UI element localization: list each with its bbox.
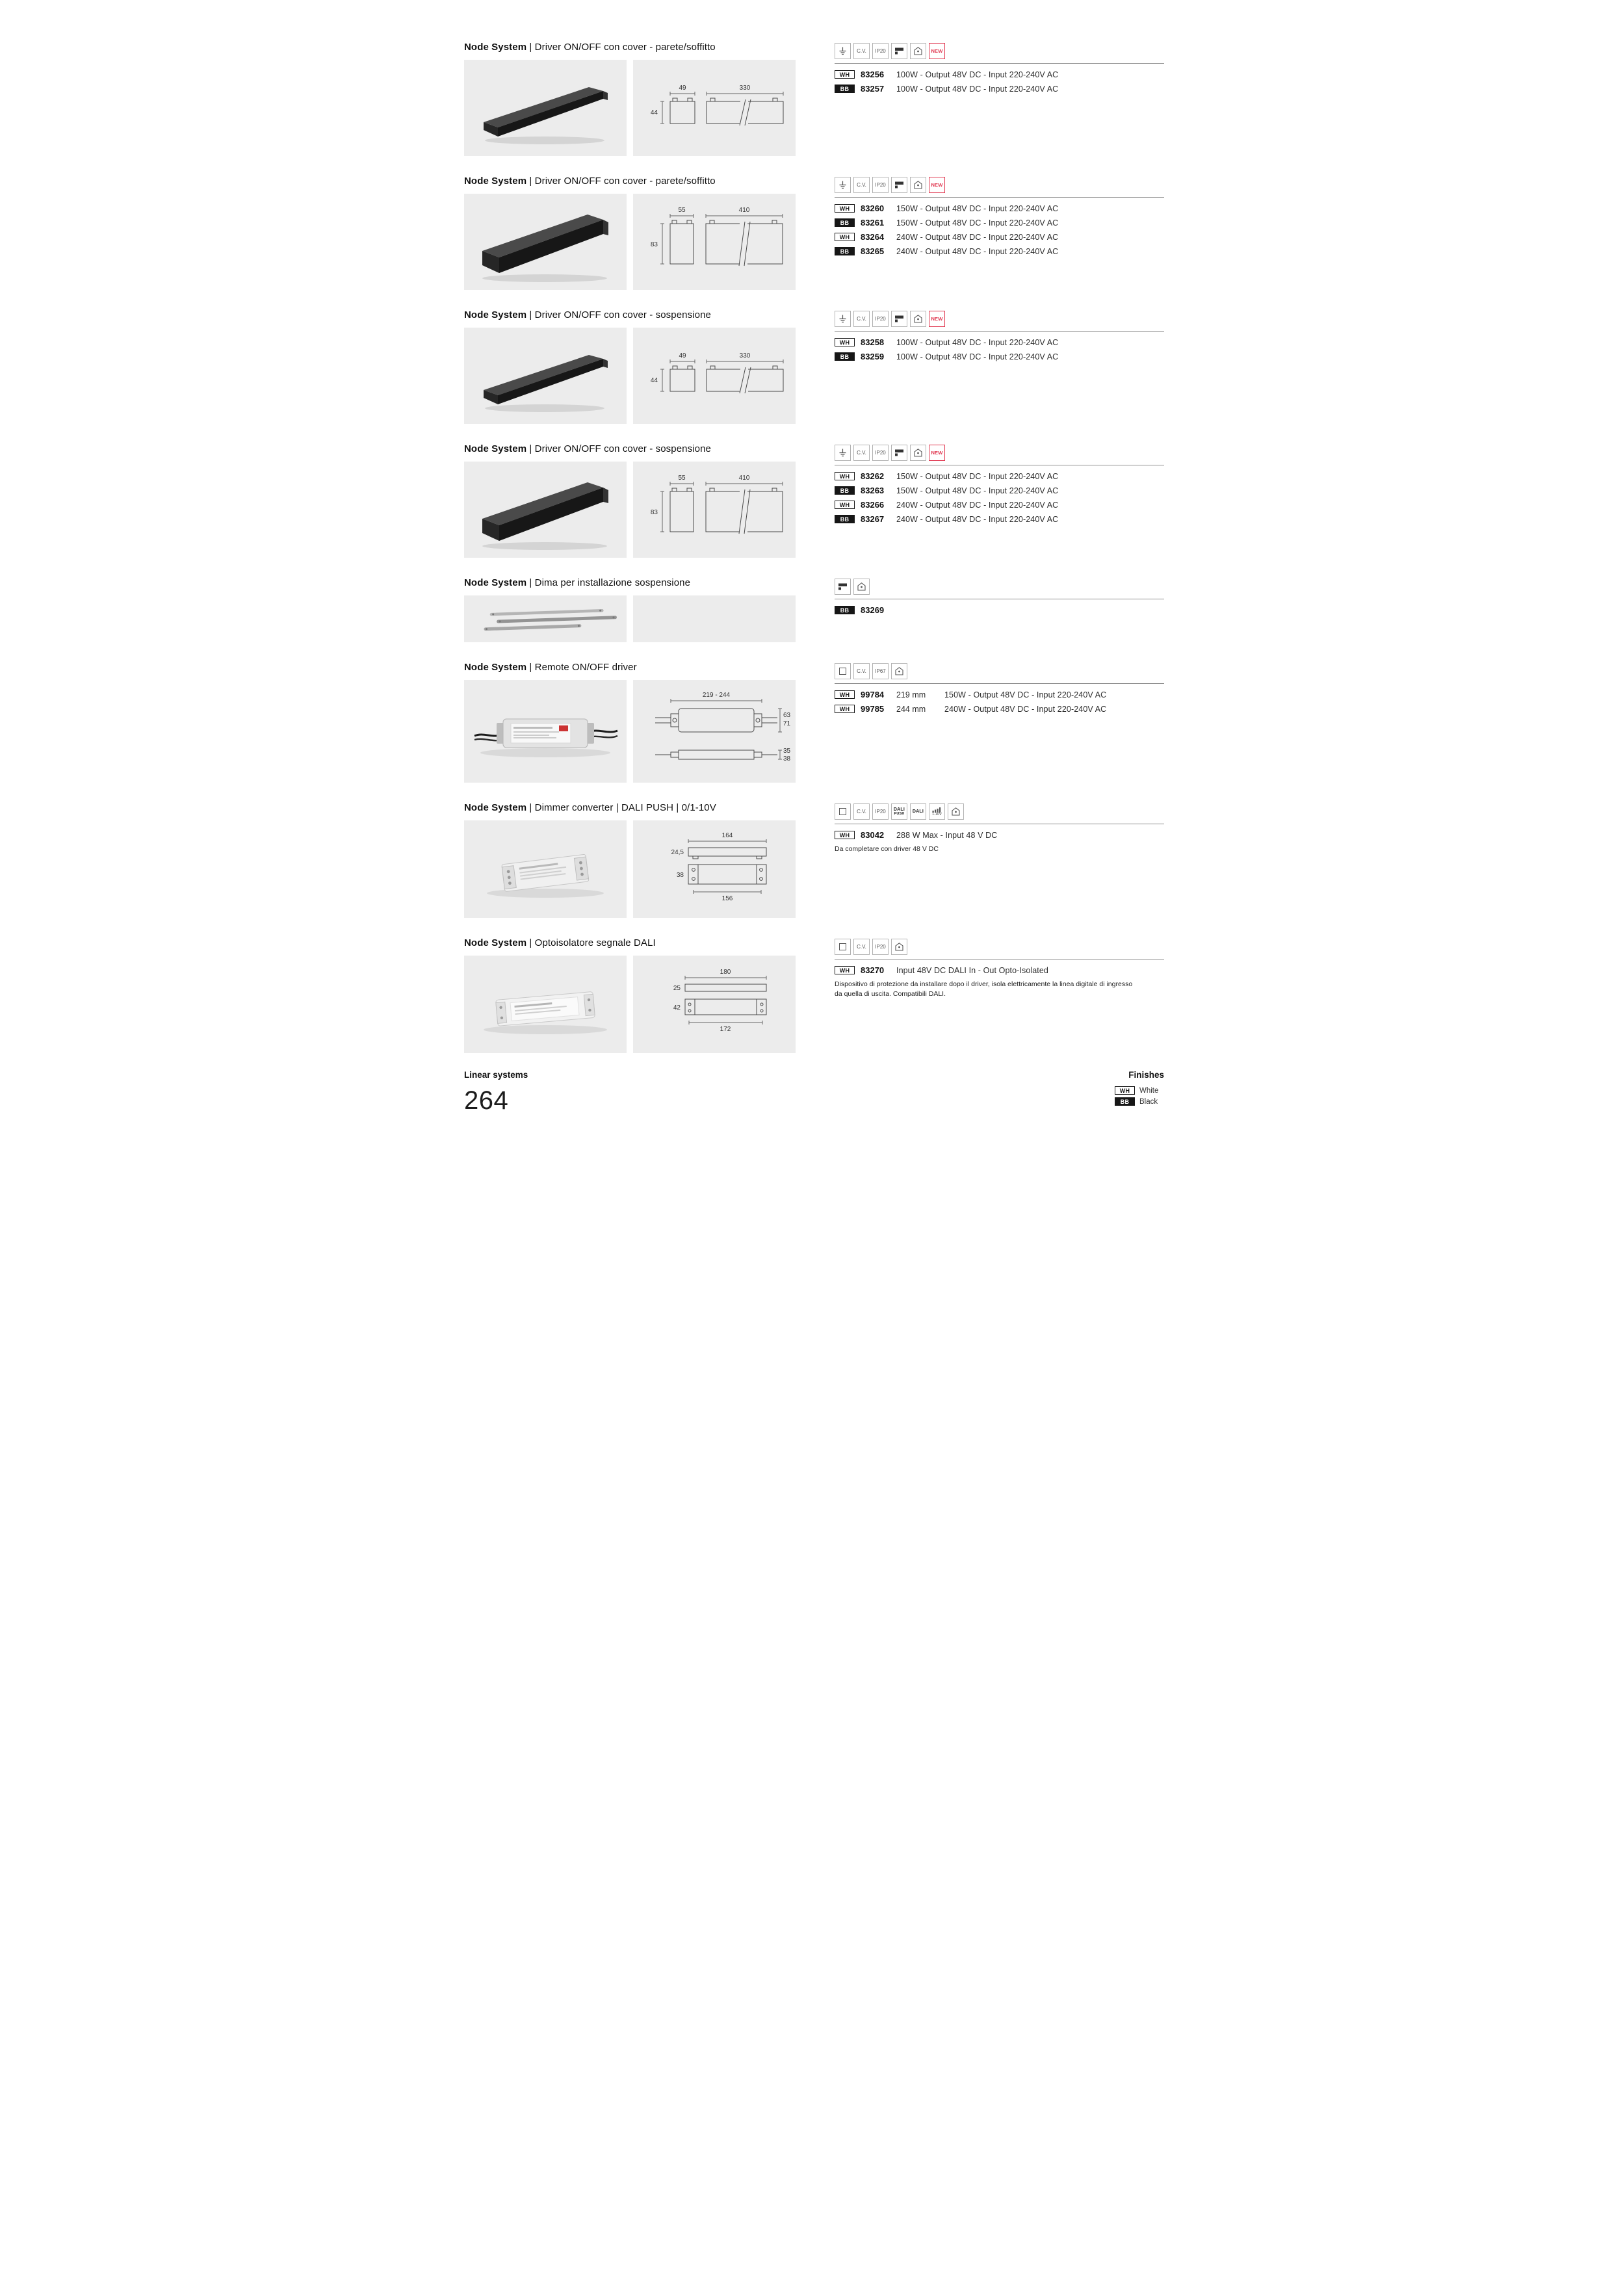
dim-top-label: 180 <box>720 969 731 976</box>
dima-photo-art <box>464 595 627 642</box>
product-row <box>835 605 1164 615</box>
dim-width-label: 55 <box>678 207 686 214</box>
dimension-drawing-art <box>633 956 796 1053</box>
media-row <box>464 60 796 156</box>
section-left-column <box>464 42 796 156</box>
ceiling-mount-icon <box>891 663 907 679</box>
finish-badge: WH <box>835 233 855 241</box>
media-row <box>464 194 796 290</box>
product-code: 83270 <box>861 965 885 975</box>
product-row <box>835 246 1164 256</box>
section-left-column <box>464 802 796 918</box>
footer-category: Linear systems <box>464 1070 528 1080</box>
ip-rating-icon: IP20 <box>872 803 889 820</box>
product-row <box>835 514 1164 524</box>
product-list <box>835 830 1164 854</box>
product-list <box>835 965 1164 999</box>
driver-photo-art <box>464 328 627 424</box>
ceiling-mount-icon <box>910 43 926 59</box>
product-description: 240W - Output 48V DC - Input 220-240V AC <box>944 704 1107 714</box>
certification-icons <box>835 663 1164 684</box>
product-description: 288 W Max - Input 48 V DC <box>896 830 998 840</box>
dim-side-label: 25 <box>673 985 681 992</box>
section-subtitle: | Optoisolatore segnale DALI <box>526 937 656 948</box>
product-code: 83257 <box>861 84 885 94</box>
certification-icons <box>835 579 1164 599</box>
section-right-column <box>835 577 1164 642</box>
product-row <box>835 830 1164 840</box>
page-footer <box>464 1070 1164 1115</box>
dim-side2-label: 38 <box>783 755 791 763</box>
section-title <box>464 309 796 320</box>
ip-rating-icon: IP20 <box>872 177 889 193</box>
certification-icons <box>835 311 1164 332</box>
product-photo <box>464 956 627 1053</box>
product-size: 219 mm <box>896 690 926 699</box>
product-code: 83269 <box>861 605 885 615</box>
product-code: 83261 <box>861 218 885 228</box>
dimension-drawing-art <box>633 194 796 290</box>
section-right-column <box>835 443 1164 558</box>
finish-badge: BB <box>835 486 855 495</box>
section-left-column <box>464 443 796 558</box>
section-dima-sospensione <box>464 577 1164 642</box>
section-optoisolatore-dali <box>464 937 1164 1053</box>
product-description: 100W - Output 48V DC - Input 220-240V AC <box>896 337 1059 347</box>
media-row <box>464 956 796 1053</box>
section-left-column <box>464 577 796 642</box>
finish-badge: BB <box>835 247 855 255</box>
section-left-column <box>464 662 796 783</box>
finish-badge: BB <box>835 85 855 93</box>
constant-voltage-icon: C.V. <box>853 445 870 461</box>
media-row <box>464 595 796 642</box>
finish-badge: WH <box>835 204 855 213</box>
new-badge: NEW <box>929 177 945 193</box>
opto-photo-art <box>464 956 627 1053</box>
dim-length-label: 410 <box>738 475 750 482</box>
page-number: 264 <box>464 1086 509 1115</box>
product-row <box>835 704 1164 714</box>
footer-left <box>464 1070 528 1115</box>
finish-badge: WH <box>835 690 855 699</box>
catalog-page <box>406 0 1217 1148</box>
ip-rating-icon: IP20 <box>872 939 889 955</box>
section-left-column <box>464 176 796 290</box>
product-row <box>835 203 1164 213</box>
dimension-drawing <box>633 956 796 1053</box>
section-subtitle: | Driver ON/OFF con cover - sospensione <box>526 443 711 454</box>
ceiling-mount-icon <box>853 579 870 595</box>
section-driver-cover-sospensione-100w <box>464 309 1164 424</box>
dimension-drawing-art <box>633 328 796 424</box>
new-badge: NEW <box>929 311 945 327</box>
product-code: 83265 <box>861 246 885 256</box>
ip-rating-icon: IP20 <box>872 43 889 59</box>
product-code: 99784 <box>861 690 885 699</box>
certification-icons <box>835 803 1164 824</box>
product-description: 100W - Output 48V DC - Input 220-240V AC <box>896 84 1059 94</box>
product-description: 150W - Output 48V DC - Input 220-240V AC <box>944 690 1107 699</box>
dimension-drawing <box>633 60 796 156</box>
finish-label: Black <box>1139 1097 1158 1106</box>
section-title <box>464 937 796 948</box>
finish-badge: WH <box>835 705 855 713</box>
finish-badge: BB <box>835 218 855 227</box>
product-code: 83259 <box>861 352 885 361</box>
product-row <box>835 70 1164 79</box>
product-description: 100W - Output 48V DC - Input 220-240V AC <box>896 70 1059 79</box>
cover-icon <box>891 311 907 327</box>
finish-row <box>1115 1097 1164 1106</box>
section-right-column <box>835 176 1164 290</box>
section-subtitle: | Remote ON/OFF driver <box>526 662 637 673</box>
dim-width-label: 55 <box>678 475 686 482</box>
constant-voltage-icon: C.V. <box>853 177 870 193</box>
dim-height-label: 83 <box>650 509 658 516</box>
product-code: 99785 <box>861 704 885 714</box>
product-photo <box>464 60 627 156</box>
dimension-drawing <box>633 680 796 783</box>
ceiling-mount-icon <box>910 311 926 327</box>
dim-height-label: 44 <box>650 377 658 384</box>
dim-front-label: 42 <box>673 1004 681 1011</box>
product-code: 83267 <box>861 514 885 524</box>
section-driver-cover-parete-150-240w <box>464 176 1164 290</box>
dim-bottom-label: 172 <box>720 1026 731 1033</box>
ceiling-mount-icon <box>910 177 926 193</box>
ground-icon <box>835 311 851 327</box>
constant-voltage-icon: C.V. <box>853 311 870 327</box>
section-title <box>464 42 796 53</box>
product-code: 83263 <box>861 486 885 495</box>
product-description: 150W - Output 48V DC - Input 220-240V AC <box>896 486 1059 495</box>
product-photo <box>464 328 627 424</box>
finish-badge: WH <box>835 966 855 974</box>
dim-length-label: 410 <box>738 207 750 214</box>
certification-icons <box>835 939 1164 959</box>
finish-badge: BB <box>835 352 855 361</box>
finish-badge: WH <box>835 472 855 480</box>
section-right-column <box>835 937 1164 1053</box>
certification-icons <box>835 177 1164 198</box>
product-photo <box>464 462 627 558</box>
cover-icon <box>835 579 851 595</box>
section-right-column <box>835 802 1164 918</box>
finish-badge: BB <box>835 606 855 614</box>
media-row <box>464 680 796 783</box>
product-code: 83256 <box>861 70 885 79</box>
dimension-drawing <box>633 595 796 642</box>
finish-row <box>1115 1086 1164 1095</box>
product-list <box>835 471 1164 524</box>
dim-bottom-label: 156 <box>721 895 733 902</box>
section-brand: Node System <box>464 937 527 948</box>
section-dimmer-converter <box>464 802 1164 918</box>
dim-length-label: 219 - 244 <box>702 692 731 699</box>
product-code: 83042 <box>861 830 885 840</box>
dim-height2-label: 71 <box>783 720 791 727</box>
product-row <box>835 965 1164 975</box>
product-description: 240W - Output 48V DC - Input 220-240V AC <box>896 232 1059 242</box>
section-remote-driver <box>464 662 1164 783</box>
dimmer-photo-art <box>464 820 627 918</box>
product-code: 83262 <box>861 471 885 481</box>
ip-rating-icon: IP67 <box>872 663 889 679</box>
finishes-title: Finishes <box>1128 1070 1164 1080</box>
ceiling-mount-icon <box>891 939 907 955</box>
product-row <box>835 500 1164 510</box>
media-row <box>464 328 796 424</box>
constant-voltage-icon: C.V. <box>853 663 870 679</box>
product-description: Input 48V DC DALI In - Out Opto-Isolated <box>896 965 1048 975</box>
dimension-drawing <box>633 328 796 424</box>
section-subtitle: | Dima per installazione sospensione <box>526 577 691 588</box>
ceiling-mount-icon <box>910 445 926 461</box>
remote-driver-photo-art <box>464 680 627 783</box>
finish-label: White <box>1139 1086 1159 1095</box>
dim-side1-label: 35 <box>783 748 791 755</box>
dimension-drawing-art <box>633 60 796 156</box>
product-list <box>835 690 1164 714</box>
ground-icon <box>835 177 851 193</box>
section-brand: Node System <box>464 443 527 454</box>
class-ii-icon <box>835 803 851 820</box>
section-subtitle: | Dimmer converter | DALI PUSH | 0/1-10V <box>526 802 716 813</box>
product-code: 83264 <box>861 232 885 242</box>
dimension-drawing <box>633 820 796 918</box>
dim-side-label: 24,5 <box>671 849 684 856</box>
dimension-drawing-art <box>633 680 796 783</box>
dimension-drawing <box>633 462 796 558</box>
product-photo <box>464 820 627 918</box>
product-photo <box>464 680 627 783</box>
product-note: Da completare con driver 48 V DC <box>835 845 939 853</box>
product-list <box>835 337 1164 361</box>
product-description: 240W - Output 48V DC - Input 220-240V AC <box>896 246 1059 256</box>
footer-finishes <box>1115 1070 1164 1108</box>
class-ii-icon <box>835 663 851 679</box>
constant-voltage-icon: C.V. <box>853 803 870 820</box>
product-row <box>835 232 1164 242</box>
product-row <box>835 352 1164 361</box>
media-row <box>464 820 796 918</box>
dimension-drawing-art <box>633 462 796 558</box>
product-description: 100W - Output 48V DC - Input 220-240V AC <box>896 352 1059 361</box>
section-subtitle: | Driver ON/OFF con cover - parete/soffitto <box>526 42 716 53</box>
product-code: 83258 <box>861 337 885 347</box>
driver-photo-art <box>464 194 627 290</box>
driver-photo-art <box>464 60 627 156</box>
section-left-column <box>464 309 796 424</box>
product-photo <box>464 194 627 290</box>
class-ii-icon <box>835 939 851 955</box>
section-right-column <box>835 309 1164 424</box>
cover-icon <box>891 445 907 461</box>
section-brand: Node System <box>464 176 527 187</box>
ground-icon <box>835 445 851 461</box>
finish-badge: BB <box>835 515 855 523</box>
one-ten-volt-icon: 1-10V <box>929 803 945 820</box>
product-row <box>835 471 1164 481</box>
product-row <box>835 84 1164 94</box>
section-title <box>464 577 796 588</box>
product-list <box>835 605 1164 615</box>
dim-top-label: 164 <box>721 832 733 839</box>
product-description: 150W - Output 48V DC - Input 220-240V AC <box>896 471 1059 481</box>
product-row <box>835 690 1164 699</box>
product-row <box>835 337 1164 347</box>
section-brand: Node System <box>464 662 527 673</box>
cover-icon <box>891 177 907 193</box>
dali-push-icon: DALI PUSH <box>891 803 907 820</box>
section-title <box>464 443 796 454</box>
dali-icon: DALI <box>910 803 926 820</box>
dimension-drawing-art <box>633 820 796 918</box>
certification-icons <box>835 445 1164 465</box>
product-list <box>835 203 1164 256</box>
product-description: 240W - Output 48V DC - Input 220-240V AC <box>896 500 1059 510</box>
dimension-drawing <box>633 194 796 290</box>
dim-width-label: 49 <box>679 352 686 359</box>
dim-length-label: 330 <box>739 352 751 359</box>
product-photo <box>464 595 627 642</box>
section-brand: Node System <box>464 802 527 813</box>
ip-rating-icon: IP20 <box>872 445 889 461</box>
product-description: 150W - Output 48V DC - Input 220-240V AC <box>896 218 1059 228</box>
product-code: 83260 <box>861 203 885 213</box>
product-size: 244 mm <box>896 704 926 714</box>
product-row <box>835 218 1164 228</box>
product-note: Dispositivo di protezione da installare dopo il driver, isola elettricamente la linea digitale di ingresso da quella di uscita. Compatibili DALI. <box>835 980 1133 998</box>
section-subtitle: | Driver ON/OFF con cover - sospensione <box>526 309 711 320</box>
ip-rating-icon: IP20 <box>872 311 889 327</box>
finish-badge: BB <box>1115 1097 1135 1106</box>
product-code: 83266 <box>861 500 885 510</box>
media-row <box>464 462 796 558</box>
section-title <box>464 802 796 813</box>
dim-length-label: 330 <box>739 85 751 92</box>
new-badge: NEW <box>929 43 945 59</box>
section-driver-cover-parete-100w <box>464 42 1164 156</box>
product-list <box>835 70 1164 94</box>
driver-photo-art <box>464 462 627 558</box>
finish-badge: WH <box>835 831 855 839</box>
section-right-column <box>835 42 1164 156</box>
dim-height-label: 83 <box>650 241 658 248</box>
section-title <box>464 176 796 187</box>
constant-voltage-icon: C.V. <box>853 939 870 955</box>
product-description: 150W - Output 48V DC - Input 220-240V AC <box>896 203 1059 213</box>
dim-width-label: 49 <box>679 85 686 92</box>
ceiling-mount-icon <box>948 803 964 820</box>
section-subtitle: | Driver ON/OFF con cover - parete/soffitto <box>526 176 716 187</box>
dim-height1-label: 63 <box>783 712 791 719</box>
section-brand: Node System <box>464 309 527 320</box>
section-left-column <box>464 937 796 1053</box>
section-driver-cover-sospensione-150-240w <box>464 443 1164 558</box>
finish-badge: WH <box>835 501 855 509</box>
finish-badge: WH <box>835 338 855 346</box>
finish-badge: WH <box>1115 1086 1135 1095</box>
product-row <box>835 486 1164 495</box>
section-right-column <box>835 662 1164 783</box>
dim-height-label: 44 <box>650 109 658 116</box>
section-brand: Node System <box>464 577 527 588</box>
finish-badge: WH <box>835 70 855 79</box>
section-brand: Node System <box>464 42 527 53</box>
cover-icon <box>891 43 907 59</box>
section-title <box>464 662 796 673</box>
certification-icons <box>835 43 1164 64</box>
product-description: 240W - Output 48V DC - Input 220-240V AC <box>896 514 1059 524</box>
ground-icon <box>835 43 851 59</box>
new-badge: NEW <box>929 445 945 461</box>
dim-front-label: 38 <box>676 872 684 879</box>
constant-voltage-icon: C.V. <box>853 43 870 59</box>
